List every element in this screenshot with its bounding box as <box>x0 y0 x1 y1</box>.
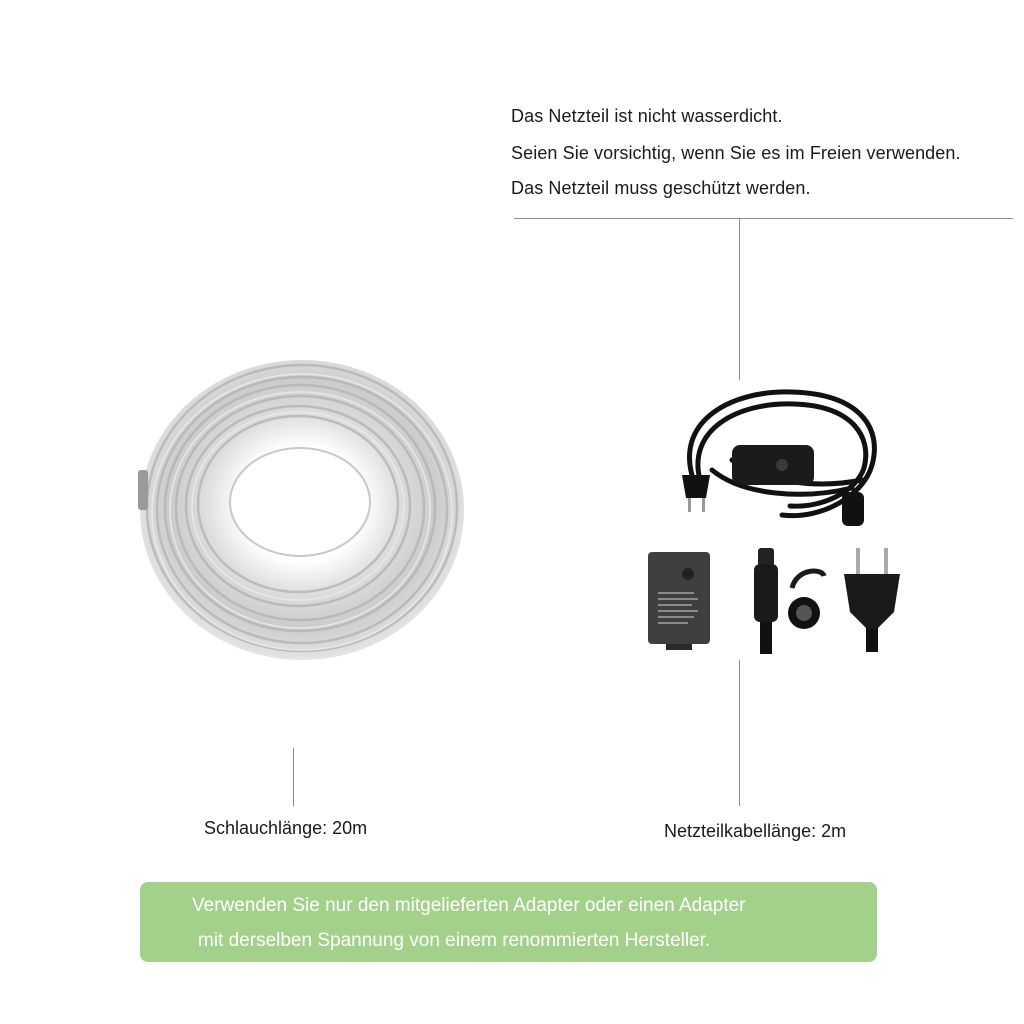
note-divider <box>514 218 1013 219</box>
connector-plug-icon <box>752 548 832 656</box>
rope-light-coil-icon <box>130 350 480 680</box>
banner-line-2: mit derselben Spannung von einem renommierten Hersteller. <box>198 930 711 951</box>
note-line-1: Das Netzteil ist nicht wasserdicht. <box>511 106 783 126</box>
cable-label-line <box>739 660 740 806</box>
note-line-3: Das Netzteil muss geschützt werden. <box>511 178 811 198</box>
note-line-2: Seien Sie vorsichtig, wenn Sie es im Freien verwenden. <box>511 143 961 163</box>
power-cable-coil-icon <box>672 380 887 540</box>
note-connector-line <box>739 218 740 380</box>
euro-plug-icon <box>840 548 904 656</box>
controller-box-icon <box>648 552 710 650</box>
hose-label-line <box>293 748 294 806</box>
banner-line-1: Verwenden Sie nur den mitgelieferten Adapter oder einen Adapter <box>192 895 746 916</box>
hose-length-label: Schlauchlänge: 20m <box>204 818 368 838</box>
power-cable-length-label: Netzteilkabellänge: 2m <box>664 821 847 841</box>
